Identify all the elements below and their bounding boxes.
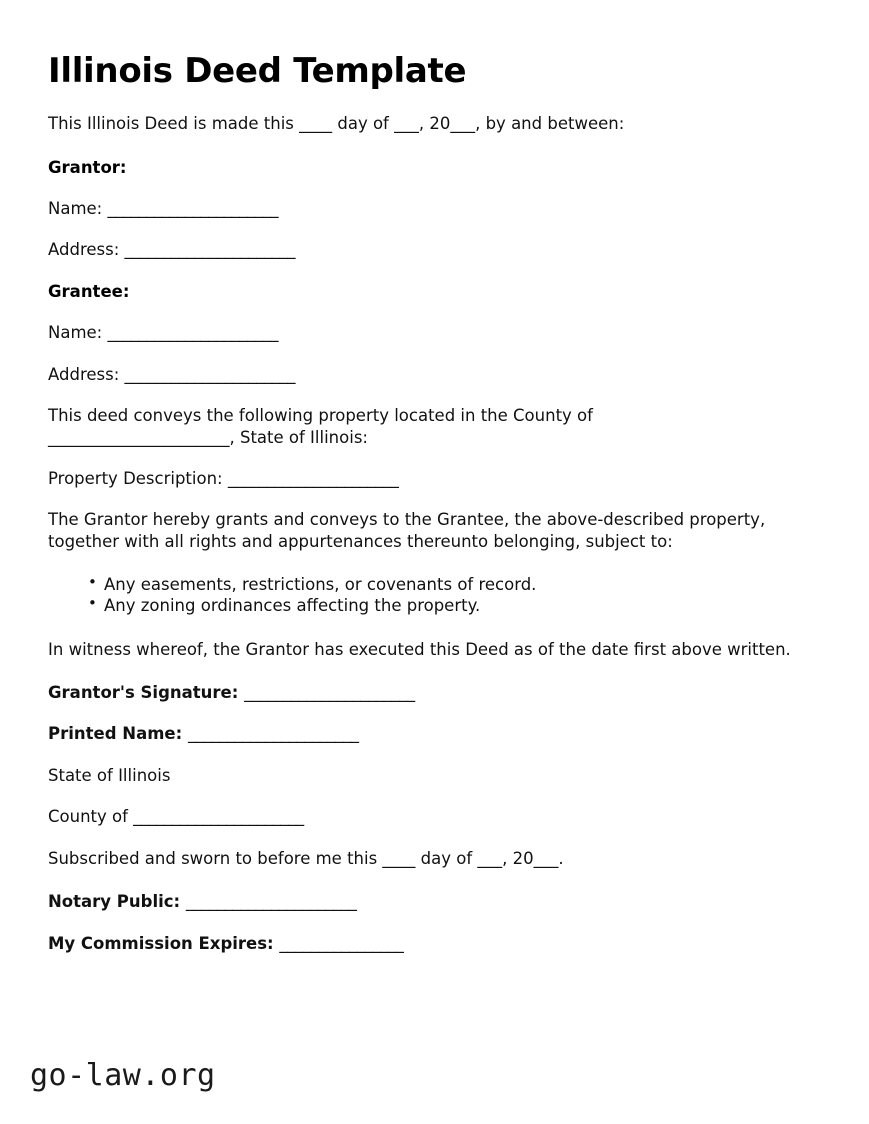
county-line	[48, 806, 818, 827]
grantee-name-label: Name:	[48, 323, 108, 343]
grantee-heading: Grantee:	[48, 281, 130, 301]
grantor-signature-blank[interactable]: ______________________	[244, 683, 415, 702]
commission-expires-line	[48, 933, 818, 954]
commission-expires-blank[interactable]: ________________	[279, 933, 404, 953]
notary-public-line	[48, 891, 818, 912]
sworn-statement: Subscribed and sworn to before me this ____ day of ___, 20___.	[48, 848, 564, 868]
grantor-name-blank[interactable]: ______________________	[107, 198, 278, 218]
printed-name-label: Printed Name:	[48, 724, 188, 744]
commission-expires-label: My Commission Expires:	[48, 933, 280, 953]
grantor-name-line	[48, 198, 818, 219]
grantor-address-line	[48, 239, 818, 260]
notary-public-label: Notary Public:	[48, 892, 186, 912]
notary-public-blank[interactable]: ______________________	[185, 892, 357, 912]
grantee-address-blank[interactable]: ______________________	[124, 364, 296, 384]
state-line: State of Illinois	[48, 765, 171, 785]
county-blank[interactable]: ______________________	[133, 807, 304, 827]
grantee-name-blank[interactable]: ______________________	[107, 323, 278, 343]
county-label: County of	[48, 807, 134, 827]
property-description-line	[48, 468, 818, 489]
grantee-address-line	[48, 364, 818, 385]
printed-name-line	[48, 723, 818, 744]
printed-name-blank[interactable]: ______________________	[187, 724, 359, 744]
grantor-name-label: Name:	[48, 198, 108, 218]
grant-clause-paragraph: The Grantor hereby grants and conveys to the Grantee, the above-described property, together with all rights and appurtenances thereunto belonging, subject to:	[48, 510, 766, 551]
list-item: • Any easements, restrictions, or covenants of record.	[88, 574, 818, 595]
site-brand: go-law.org	[30, 1058, 216, 1093]
grantor-address-label: Address:	[48, 240, 125, 260]
grantor-signature-label: Grantor's Signature:	[48, 683, 245, 702]
list-item: • Any zoning ordinances affecting the property.	[88, 595, 818, 616]
grantor-heading: Grantor:	[48, 157, 127, 177]
property-description-label: Property Description:	[48, 469, 228, 489]
grantee-address-label: Address:	[48, 364, 125, 384]
grantor-signature-line	[48, 682, 818, 703]
witness-clause-paragraph: In witness whereof, the Grantor has executed this Deed as of the date first above written.	[48, 639, 791, 659]
grantor-address-blank[interactable]: ______________________	[124, 240, 296, 260]
subject-to-list	[48, 574, 818, 616]
document-body	[48, 52, 818, 974]
page-title: Illinois Deed Template	[48, 51, 467, 91]
conveyance-paragraph: This deed conveys the following property located in the County of ______________________, State of Illinois:	[48, 406, 593, 447]
property-description-blank[interactable]: ______________________	[227, 469, 399, 489]
intro-paragraph: This Illinois Deed is made this ____ day of ___, 20___, by and between:	[48, 114, 625, 134]
grantee-name-line	[48, 322, 818, 343]
